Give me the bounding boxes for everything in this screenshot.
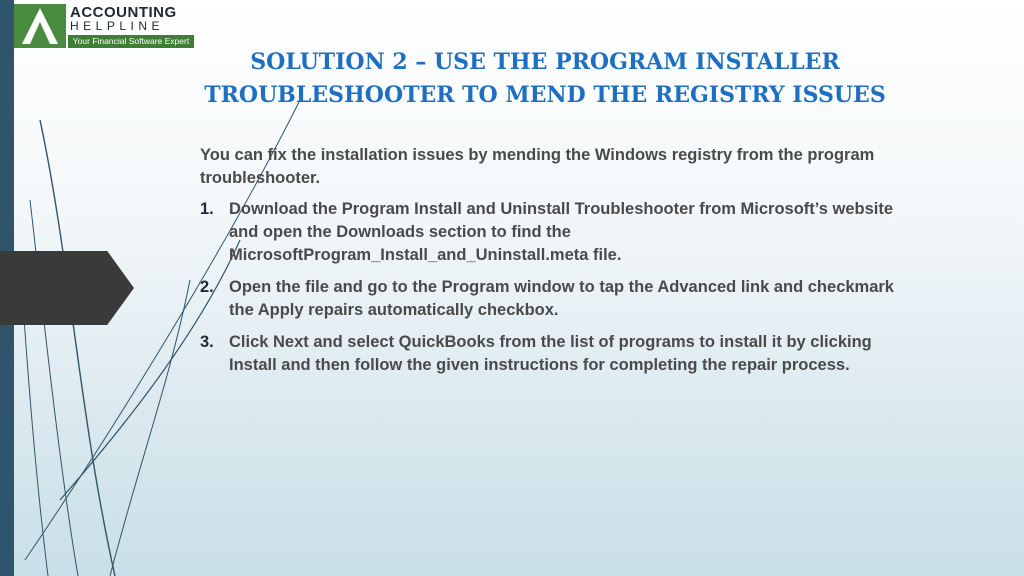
logo-title: ACCOUNTING — [70, 4, 177, 21]
step-text: Download the Program Install and Uninstall Troubleshooter from Microsoft’s website and open the Downloads section to find the MicrosoftProgram_Install_and_Uninstall.meta file. — [229, 200, 894, 264]
step-number: 3. — [200, 333, 214, 351]
slide-title — [150, 46, 940, 112]
slide-title-line-2: TROUBLESHOOTER TO MEND THE REGISTRY ISSUES — [204, 82, 886, 108]
slide-content — [200, 144, 920, 386]
logo-a-icon — [14, 4, 66, 48]
logo-tagline: Your Financial Software Expert — [68, 35, 194, 48]
step-text: Open the file and go to the Program window to tap the Advanced link and checkmark the Apply repairs automatically checkbox. — [229, 278, 894, 319]
step-text: Click Next and select QuickBooks from the list of programs to install it by clicking Install and then follow the given instructions for completing the repair process. — [229, 333, 872, 374]
step-number: 2. — [200, 278, 214, 296]
list-item — [200, 198, 920, 267]
step-number: 1. — [200, 200, 214, 218]
slide-title-line-1: SOLUTION 2 – USE THE PROGRAM INSTALLER — [250, 49, 840, 75]
arrow-tab — [0, 251, 134, 325]
list-item — [200, 276, 920, 322]
list-item — [200, 331, 920, 377]
logo-subtitle: HELPLINE — [70, 19, 165, 33]
logo — [14, 4, 194, 48]
steps-list — [200, 198, 920, 377]
intro-paragraph: You can fix the installation issues by mending the Windows registry from the program troubleshooter. — [200, 146, 875, 187]
